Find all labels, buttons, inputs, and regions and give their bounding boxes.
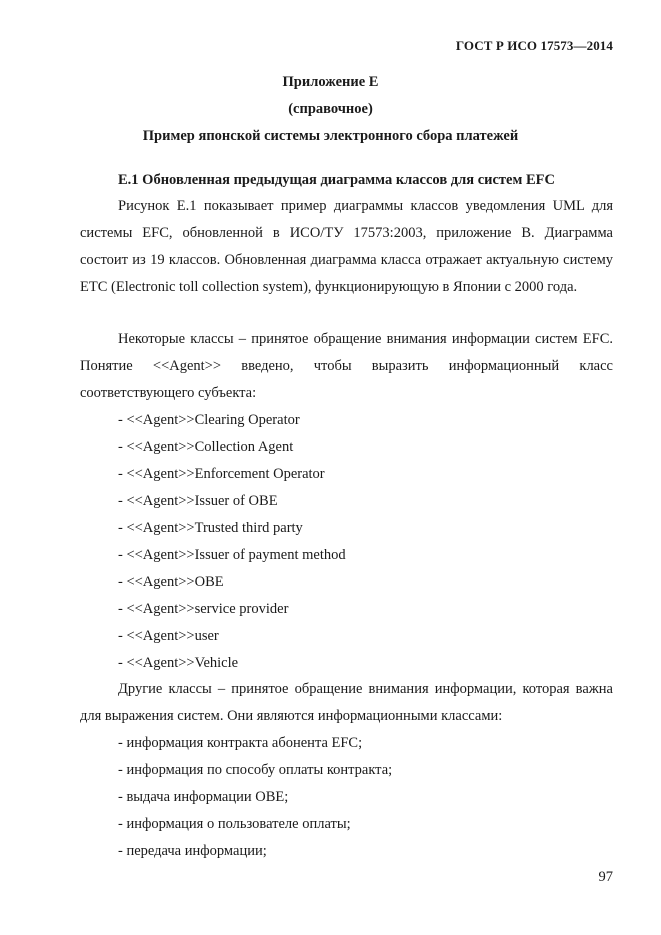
list-item: - <<Agent>>Trusted third party (118, 520, 303, 536)
annex-title: Приложение Е (282, 74, 379, 90)
paragraph-2: Некоторые классы – принятое обращение внимания информации систем EFC. Понятие <<Agent>> введено, чтобы выразить информационный класс соответствующего субъекта: (80, 331, 613, 401)
list-item: - <<Agent>>OBE (118, 574, 224, 590)
standard-header: ГОСТ Р ИСО 17573—2014 (455, 38, 613, 53)
list-item: - <<Agent>>Issuer of payment method (118, 547, 346, 563)
list-item: - информация контракта абонента EFC; (118, 735, 363, 751)
list-item: - <<Agent>>user (118, 628, 219, 644)
paragraph-3: Другие классы – принятое обращение внимания информации, которая важна для выражения систем. Они являются информационными классами: (80, 681, 613, 724)
list-item: - <<Agent>>Clearing Operator (118, 412, 300, 428)
section-heading: Е.1 Обновленная предыдущая диаграмма классов для систем EFC (118, 172, 555, 188)
paragraph-1-block (80, 193, 613, 301)
list-item: - информация по способу оплаты контракта; (118, 762, 393, 778)
annex-type: (справочное) (288, 101, 373, 117)
list-item: - <<Agent>>Issuer of OBE (118, 493, 278, 509)
info-class-list (118, 730, 613, 865)
list-item: - выдача информации OBE; (118, 789, 289, 805)
list-item: - <<Agent>>service provider (118, 601, 289, 617)
list-item: - <<Agent>>Vehicle (118, 655, 239, 671)
annex-subject: Пример японской системы электронного сбора платежей (142, 128, 519, 144)
paragraph-2-block (80, 326, 613, 407)
paragraph-3-block (80, 676, 613, 730)
page-number: 97 (598, 869, 613, 885)
list-item: - <<Agent>>Enforcement Operator (118, 466, 325, 482)
list-item: - <<Agent>>Collection Agent (118, 439, 294, 455)
paragraph-1: Рисунок Е.1 показывает пример диаграммы классов уведомления UML для системы EFC, обновленной в ИСО/ТУ 17573:2003, приложение В. Диаграмма состоит из 19 классов. Обновленная диаграмма класса отражает актуальную систему ETC (Electronic toll collection system), функционирующую в Японии с 2000 года. (80, 198, 613, 295)
agent-list (118, 407, 613, 677)
list-item: - информация о пользователе оплаты; (118, 816, 351, 832)
list-item: - передача информации; (118, 843, 267, 859)
